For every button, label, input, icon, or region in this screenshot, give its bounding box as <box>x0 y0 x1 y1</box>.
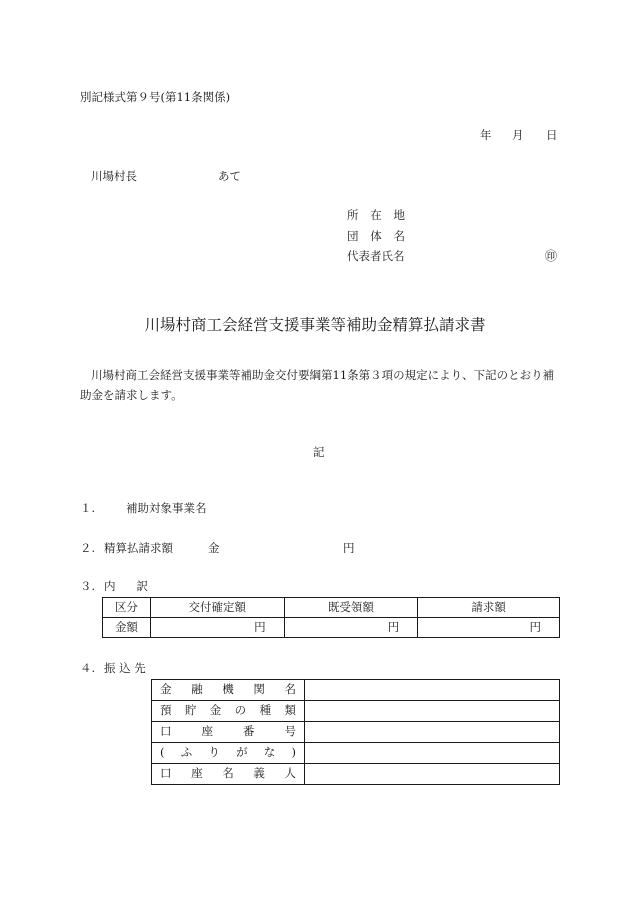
account-holder-field[interactable] <box>305 764 560 785</box>
addressee-name: 川場村長 <box>91 169 137 183</box>
address-label: 所 在 地 <box>347 208 405 222</box>
account-type-field[interactable] <box>305 701 560 722</box>
breakdown-table <box>102 597 560 638</box>
representative-label: 代表者氏名 <box>347 249 405 263</box>
row-label-amount: 金額 <box>103 618 151 638</box>
ki-heading: 記 <box>313 445 325 459</box>
header-received-amount: 既受領額 <box>284 598 418 618</box>
item1-number: １. <box>80 501 96 515</box>
received-amount-cell[interactable]: 円 <box>284 618 418 638</box>
body-line-1: 川場村商工会経営支援事業等補助金交付要綱第11条第３項の規定により、下記のとおり補 <box>91 368 555 382</box>
body-line-2: 助金を請求します。 <box>80 388 183 402</box>
item3-number: ３. <box>80 579 96 593</box>
org-name-label: 団 体 名 <box>347 229 405 243</box>
item2-label: 精算払請求額 <box>104 541 173 555</box>
financial-institution-field[interactable] <box>305 680 560 701</box>
account-holder-label: 口 座 名 義 人 <box>152 764 305 785</box>
confirmed-amount-cell[interactable]: 円 <box>150 618 284 638</box>
furigana-label: ( ふ り が な ) <box>152 743 305 764</box>
item4-label: 振 込 先 <box>104 661 146 675</box>
item3-label: 内 訳 <box>104 579 148 593</box>
table-header-row <box>103 598 560 618</box>
item1-label: 補助対象事業名 <box>126 501 207 515</box>
header-requested-amount: 請求額 <box>418 598 560 618</box>
table-row <box>152 743 560 764</box>
furigana-field[interactable] <box>305 743 560 764</box>
form-label: 別記様式第９号(第11条関係) <box>80 90 231 104</box>
bank-table <box>151 679 560 785</box>
seal-mark: ㊞ <box>545 249 558 263</box>
table-row <box>103 618 560 638</box>
item2-kin: 金 <box>208 541 220 555</box>
header-confirmed-amount: 交付確定額 <box>150 598 284 618</box>
account-number-field[interactable] <box>305 722 560 743</box>
date-month: 月 <box>512 128 524 142</box>
table-row <box>152 722 560 743</box>
header-category: 区分 <box>103 598 151 618</box>
requested-amount-cell[interactable]: 円 <box>418 618 560 638</box>
account-type-label: 預 貯 金 の 種 類 <box>152 701 305 722</box>
table-row <box>152 701 560 722</box>
date-year: 年 <box>480 128 492 142</box>
document-title: 川場村商工会経営支援事業等補助金精算払請求書 <box>144 316 486 334</box>
item2-number: ２. <box>80 541 96 555</box>
financial-institution-label: 金 融 機 関 名 <box>152 680 305 701</box>
item2-yen: 円 <box>343 541 355 555</box>
table-row <box>152 764 560 785</box>
date-day: 日 <box>546 128 558 142</box>
table-row <box>152 680 560 701</box>
item4-number: ４. <box>80 661 96 675</box>
addressee-suffix: あて <box>218 169 241 183</box>
account-number-label: 口 座 番 号 <box>152 722 305 743</box>
